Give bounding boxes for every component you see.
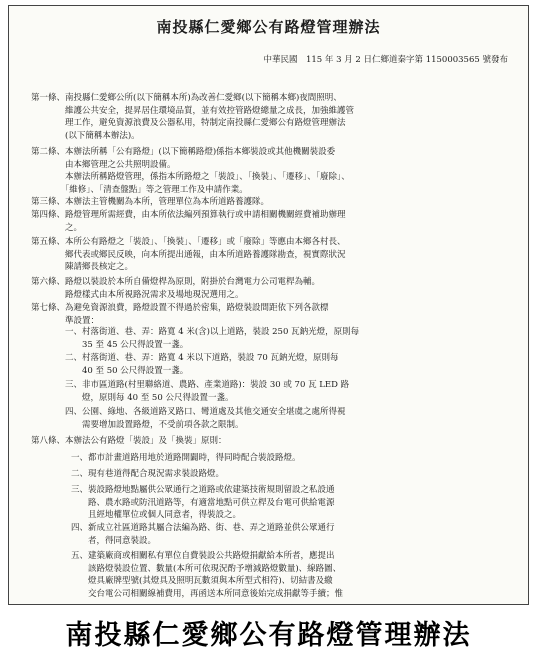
article-8-item-5-line: 五、建築廠商或相關私有單位自費裝設公共路燈捐獻給本所者，應提出 bbox=[71, 551, 335, 561]
article-8-item-2-line: 二、現有巷道得配合現況需求裝設路燈。 bbox=[71, 469, 225, 479]
article-8-item-3-line: 三、裝設路燈地點屬供公眾通行之道路或依建築技術規則留設之私設通 bbox=[71, 485, 335, 495]
article-7-line: 準設置： bbox=[31, 315, 100, 326]
article-7 bbox=[31, 302, 514, 327]
article-6 bbox=[31, 276, 514, 301]
article-7-item-1-line: 一、村落街道、巷、弄：路寬 4 米(含)以上道路，裝設 250 瓦鈉光燈，原則每 bbox=[65, 327, 360, 337]
article-8-item-3-line: 路、農水路或防汛道路等，有適當地點可供立桿及台電可供給電源 bbox=[71, 497, 335, 508]
caption: 南投縣仁愛鄉公有路燈管理辦法 bbox=[65, 620, 472, 651]
article-7-item-3-line: 燈，原則每 40 至 50 公尺得設置一盞。 bbox=[65, 392, 234, 403]
article-3 bbox=[31, 196, 514, 209]
article-7-item-4 bbox=[65, 406, 514, 431]
article-6-line: 路燈樣式由本所視路況需求及場地現況選用之。 bbox=[31, 289, 244, 300]
document-reference: 中華民國 115 年 3 月 2 日仁鄉道秦字第 1150003565 號發布 bbox=[263, 55, 508, 65]
article-1-line: 理工作，避免資源浪費及公器私用，特制定南投縣仁愛鄉公有路燈管理辦法 bbox=[31, 118, 346, 128]
article-1-line: 第一條、南投縣仁愛鄉公所(以下簡稱本所)為改善仁愛鄉(以下簡稱本鄉)夜間照明、 bbox=[31, 93, 342, 103]
article-1-line: (以下簡稱本辦法)。 bbox=[31, 130, 140, 141]
article-2 bbox=[31, 146, 514, 196]
article-8-item-5 bbox=[71, 550, 514, 600]
article-4 bbox=[31, 209, 514, 234]
document-title: 南投縣仁愛鄉公有路燈管理辦法 bbox=[156, 18, 381, 36]
article-1-line: 維護公共安全，提昇居住環境品質，並有效控管路燈總量之成長，加強維護管 bbox=[31, 105, 355, 116]
article-2-line: 「維修」、「清查盤點」等之管理工作及申請作業。 bbox=[31, 184, 248, 195]
article-8-line: 第八條、本辦法公有路燈「裝設」及「換裝」原則： bbox=[31, 436, 227, 446]
article-7-item-2 bbox=[65, 352, 514, 377]
article-5-line: 第五條、本所公有路燈之「裝設」、「換裝」、「遷移」或「廢除」等應由本鄉各村長、 bbox=[31, 237, 346, 247]
article-1 bbox=[31, 92, 514, 142]
article-2-line: 第二條、本辦法所稱「公有路燈」(以下簡稱路燈)係指本鄉裝設或其他機關裝設委 bbox=[31, 147, 336, 157]
article-7-item-2-line: 40 至 50 公尺得設置一盞。 bbox=[65, 365, 189, 376]
article-7-item-4-line: 需要增加設置路燈，不受前項各款之限制。 bbox=[65, 419, 244, 430]
article-2-line: 本辦法所稱路燈管理，係指本所路燈之「裝設」、「換裝」、「遷移」、「廢除」、 bbox=[31, 172, 350, 182]
document-scan bbox=[8, 5, 529, 605]
article-6-line: 第六條、路燈以裝設於本所自備燈桿為原則，附掛於台灣電力公司電桿為輔。 bbox=[31, 277, 321, 287]
article-8-item-4-line: 者，得同意裝設。 bbox=[71, 535, 157, 546]
article-8 bbox=[31, 435, 514, 448]
article-4-line: 之。 bbox=[31, 222, 83, 233]
article-8-item-5-line: 交台電公司相關線補費用，再函送本所同意後始完成捐獻等手續；惟 bbox=[71, 588, 344, 599]
article-5-line: 陳請鄉長核定之。 bbox=[31, 262, 134, 272]
article-7-item-4-line: 四、公園、綠地、各級道路叉路口、彎道處及其他交通安全堪虞之處所得視 bbox=[65, 407, 346, 417]
article-7-item-2-line: 二、村落街道、巷、弄：路寬 4 米以下道路，裝設 70 瓦鈉光燈，原則每 bbox=[65, 353, 339, 363]
article-7-item-3 bbox=[65, 379, 514, 404]
article-8-item-1-line: 一、都市計畫道路用地於道路開闢時，得同時配合裝設路燈。 bbox=[71, 453, 301, 463]
article-7-item-1 bbox=[65, 326, 514, 351]
article-5-line: 鄉代表或鄉民反映，向本所提出通報，由本所道路養護隊勘查，視實際狀況 bbox=[31, 249, 346, 260]
article-8-item-5-line: 燈具廠牌型號(其燈具及照明瓦數須與本所型式相符)、切結書及繳 bbox=[71, 576, 333, 586]
article-8-item-3 bbox=[71, 484, 514, 522]
article-8-item-2 bbox=[71, 468, 514, 481]
article-8-item-1 bbox=[71, 452, 514, 465]
article-2-line: 由本鄉管理之公共照明設備。 bbox=[31, 159, 176, 170]
article-7-item-1-line: 35 至 45 公尺得設置一盞。 bbox=[65, 339, 189, 350]
article-8-item-5-line: 該路燈裝設位置、數量(本所可依現況酌予增減路燈數量)、線路圖、 bbox=[71, 563, 342, 574]
article-8-item-3-line: 且經地權單位或個人同意者，得裝設之。 bbox=[71, 510, 242, 520]
article-8-item-4 bbox=[71, 522, 514, 547]
article-4-line: 第四條、路燈管理所需經費，由本所依法編列預算執行或申請相關機關經費補助辦理 bbox=[31, 210, 346, 220]
article-8-item-4-line: 四、新成立社區道路其屬合法編為路、街、巷、弄之道路並供公眾通行 bbox=[71, 523, 335, 533]
article-3-line: 第三條、本辦法主管機關為本所，管理單位為本所道路養護隊。 bbox=[31, 197, 270, 207]
article-7-line: 第七條、為避免資源浪費，路燈設置不得過於密集，路燈裝設間距依下列各款標 bbox=[31, 303, 329, 313]
article-5 bbox=[31, 236, 514, 274]
article-7-item-3-line: 三、非市區道路(村里聯絡道、農路、產業道路)：裝設 30 或 70 瓦 LED 路 bbox=[65, 380, 350, 390]
